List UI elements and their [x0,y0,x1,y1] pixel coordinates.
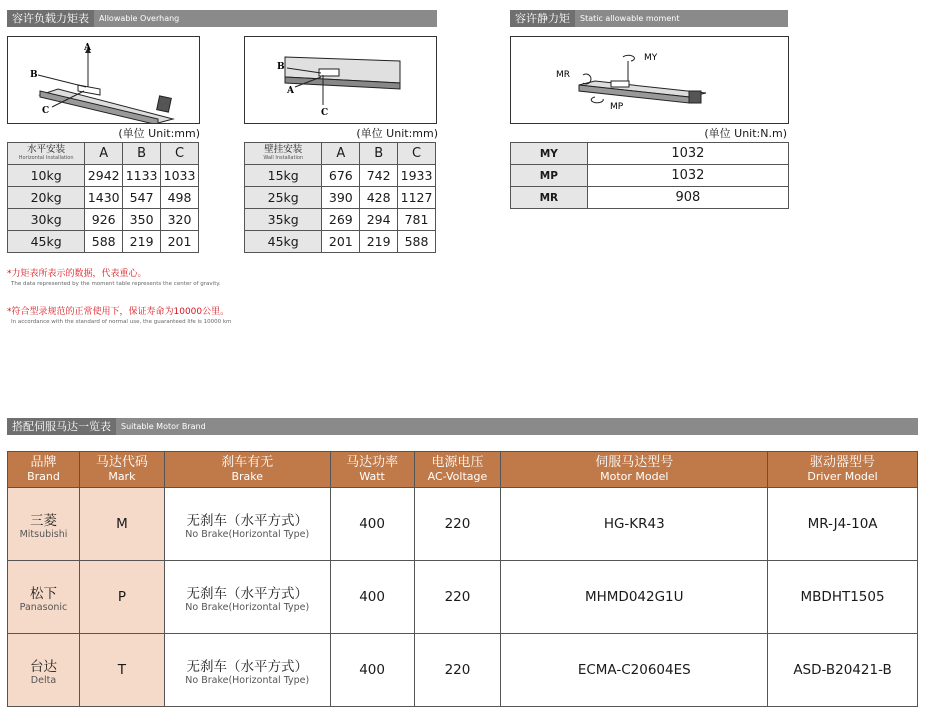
col-header-a: A [85,143,123,165]
row-load: 25kg [245,187,322,209]
row-load: 10kg [8,165,85,187]
wall-label-zh: 壁挂安装 [264,143,303,155]
mark-cell: M [79,488,164,561]
header-brake: 刹车有无 Brake [164,452,330,488]
cell-value: 588 [398,231,436,253]
cell-value: 201 [322,231,360,253]
table-row [245,165,436,187]
cell-value: 547 [123,187,161,209]
brake-cell: 无刹车（水平方式） No Brake(Horizontal Type) [164,488,330,561]
col-header-c: C [398,143,436,165]
horizontal-label-en: Horizontal Installation [18,154,74,161]
table-row [8,634,918,707]
overhang-unit-label-1: (单位 Unit:mm) [118,127,200,140]
cell-value: 390 [322,187,360,209]
static-moment-section-header [510,10,788,27]
overhang-section-header [7,10,437,27]
header-brand: 品牌 Brand [8,452,80,488]
driver-model-cell: MR-J4-10A [768,488,918,561]
wall-header-cell [245,143,322,165]
table-row [8,165,199,187]
mark-cell: T [79,634,164,707]
cell-value: 320 [161,209,199,231]
watt-cell: 400 [330,488,414,561]
cell-value: 269 [322,209,360,231]
header-watt: 马达功率 Watt [330,452,414,488]
diagram3-label-mr: MR [556,70,571,80]
voltage-cell: 220 [414,488,501,561]
table-row [245,231,436,253]
table-row [511,165,789,187]
header-mark: 马达代码 Mark [79,452,164,488]
static-moment-drawing [511,37,788,123]
cell-value: 219 [123,231,161,253]
cell-value: 1127 [398,187,436,209]
cell-value: 428 [360,187,398,209]
watt-cell: 400 [330,561,414,634]
moment-label: MY [511,143,588,165]
header-motor-model: 伺服马达型号 Motor Model [501,452,768,488]
moment-value: 1032 [587,143,788,165]
diagram2-label-b: B [277,62,285,72]
motor-model-cell: MHMD042G1U [501,561,768,634]
col-header-c: C [161,143,199,165]
horizontal-label-zh: 水平安装 [27,143,66,155]
cell-value: 350 [123,209,161,231]
moment-label: MP [511,165,588,187]
cell-value: 588 [85,231,123,253]
moment-value: 908 [587,187,788,209]
horizontal-header-cell [8,143,85,165]
row-load: 45kg [8,231,85,253]
overhang-title-zh: 容许负载力矩表 [7,10,94,27]
note-2-en: In accordance with the standard of normal use, the guaranteed life is 10000 km [11,319,232,325]
diagram1-label-c: C [42,106,50,116]
diagram2-label-c: C [321,108,329,118]
moment-label: MR [511,187,588,209]
static-moment-unit-label: (单位 Unit:N.m) [704,127,787,140]
cell-value: 1033 [161,165,199,187]
row-load: 20kg [8,187,85,209]
table-row [8,561,918,634]
cell-value: 926 [85,209,123,231]
note-2-zh: *符合型录规范的正常使用下，保证寿命为10000公里。 [7,307,230,317]
brake-cell: 无刹车（水平方式） No Brake(Horizontal Type) [164,634,330,707]
motor-table [7,451,918,707]
row-load: 15kg [245,165,322,187]
cell-value: 742 [360,165,398,187]
wall-installation-diagram [244,36,437,124]
static-moment-title-en: Static allowable moment [580,14,680,23]
horizontal-installation-diagram [7,36,200,124]
col-header-b: B [360,143,398,165]
table-row [511,187,789,209]
motor-model-cell: ECMA-C20604ES [501,634,768,707]
brake-cell: 无刹车（水平方式） No Brake(Horizontal Type) [164,561,330,634]
cell-value: 1933 [398,165,436,187]
motor-table-header [8,452,918,488]
table-row [511,143,789,165]
table-row [8,187,199,209]
wall-actuator-drawing [245,37,436,123]
diagram3-label-mp: MP [610,102,624,112]
diagram2-label-a: A [287,86,294,96]
brand-cell: 三菱 Mitsubishi [8,488,80,561]
cell-value: 498 [161,187,199,209]
cell-value: 201 [161,231,199,253]
overhang-title-en: Allowable Overhang [99,14,180,23]
table-row [8,209,199,231]
diagram1-label-a: A [84,43,91,53]
note-1-zh: *力矩表所表示的数据，代表重心。 [7,269,147,279]
driver-model-cell: ASD-B20421-B [768,634,918,707]
cell-value: 294 [360,209,398,231]
header-voltage: 电源电压 AC-Voltage [414,452,501,488]
col-header-b: B [123,143,161,165]
table-row [8,231,199,253]
watt-cell: 400 [330,634,414,707]
cell-value: 781 [398,209,436,231]
mark-cell: P [79,561,164,634]
header-driver-model: 驱动器型号 Driver Model [768,452,918,488]
wall-label-en: Wall Installation [263,154,304,161]
voltage-cell: 220 [414,561,501,634]
overhang-unit-label-2: (单位 Unit:mm) [356,127,438,140]
cell-value: 2942 [85,165,123,187]
voltage-cell: 220 [414,634,501,707]
diagram3-label-my: MY [644,53,658,63]
moment-value: 1032 [587,165,788,187]
note-1-en: The data represented by the moment table represents the center of gravity. [11,281,221,287]
static-moment-title-zh: 容许静力矩 [510,10,575,27]
static-moment-diagram [510,36,789,124]
motors-title-zh: 搭配伺服马达一览表 [7,418,116,435]
cell-value: 219 [360,231,398,253]
motors-section-header [7,418,918,435]
wall-overhang-table [244,142,436,253]
cell-value: 1133 [123,165,161,187]
cell-value: 1430 [85,187,123,209]
motors-title-en: Suitable Motor Brand [121,422,206,431]
table-row [8,488,918,561]
table-row [245,187,436,209]
row-load: 30kg [8,209,85,231]
col-header-a: A [322,143,360,165]
brand-cell: 松下 Panasonic [8,561,80,634]
diagram1-label-b: B [30,70,38,80]
driver-model-cell: MBDHT1505 [768,561,918,634]
row-load: 45kg [245,231,322,253]
horizontal-overhang-table [7,142,199,253]
static-moment-table [510,142,789,209]
horizontal-actuator-drawing [8,37,199,123]
table-row [245,209,436,231]
brand-cell: 台达 Delta [8,634,80,707]
motor-model-cell: HG-KR43 [501,488,768,561]
row-load: 35kg [245,209,322,231]
cell-value: 676 [322,165,360,187]
